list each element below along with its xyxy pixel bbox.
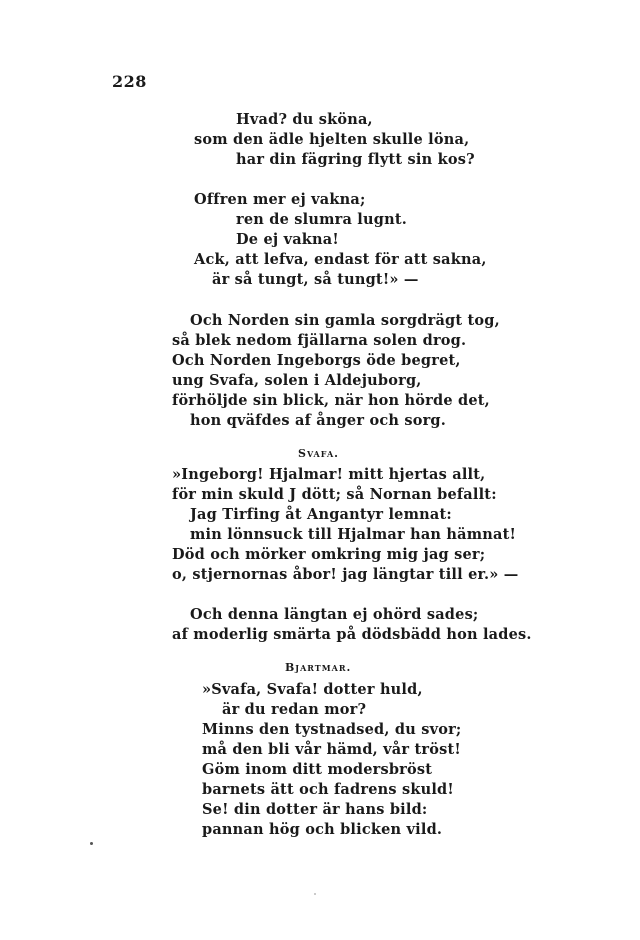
verse-line: för min skuld J dött; så Nornan befallt: [172,486,497,503]
verse-line: Hvad? du sköna, [236,111,373,128]
print-speck [314,893,316,895]
verse-line: Och Norden Ingeborgs öde begret, [172,352,461,369]
verse-line: Och denna längtan ej ohörd sades; [190,606,479,623]
verse-line: pannan hög och blicken vild. [202,821,443,838]
verse-line: De ej vakna! [236,231,339,248]
verse-line: ung Svafa, solen i Aldejuborg, [172,372,422,389]
print-speck [90,842,93,845]
verse-line: Ack, att lefva, endast för att sakna, [194,251,487,268]
verse-line: Göm inom ditt modersbröst [202,761,433,778]
verse-line: Offren mer ej vakna; [194,191,366,208]
speaker-heading: Svafa. [298,447,339,460]
speaker-heading: Bjartmar. [285,661,352,674]
verse-line: Död och mörker omkring mig jag ser; [172,546,486,563]
verse-line: Jag Tirfing åt Angantyr lemnat: [190,506,452,523]
verse-line: är du redan mor? [222,701,367,718]
verse-line: barnets ätt och fadrens skuld! [202,781,454,798]
verse-line: »Ingeborg! Hjalmar! mitt hjertas allt, [172,466,486,483]
verse-line: må den bli vår hämd, vår tröst! [202,741,461,758]
verse-line: är så tungt, så tungt!» — [212,271,419,288]
verse-line: Minns den tystnadsed, du svor; [202,721,462,738]
verse-line: Se! din dotter är hans bild: [202,801,428,818]
verse-line: min lönnsuck till Hjalmar han hämnat! [190,526,517,543]
verse-line: »Svafa, Svafa! dotter huld, [202,681,423,698]
verse-line: Och Norden sin gamla sorgdrägt tog, [190,312,500,329]
verse-line: o, stjernornas åbor! jag längtar till er.» — [172,566,519,583]
verse-line: af moderlig smärta på dödsbädd hon lades. [172,626,532,643]
verse-line: så blek nedom fjällarna solen drog. [172,332,467,349]
verse-line: som den ädle hjelten skulle löna, [194,131,470,148]
verse-line: har din fägring flytt sin kos? [236,151,475,168]
verse-line: ren de slumra lugnt. [236,211,407,228]
page-number: 228 [112,72,147,91]
verse-line: hon qväfdes af ånger och sorg. [190,412,446,429]
verse-line: förhöljde sin blick, när hon hörde det, [172,392,490,409]
